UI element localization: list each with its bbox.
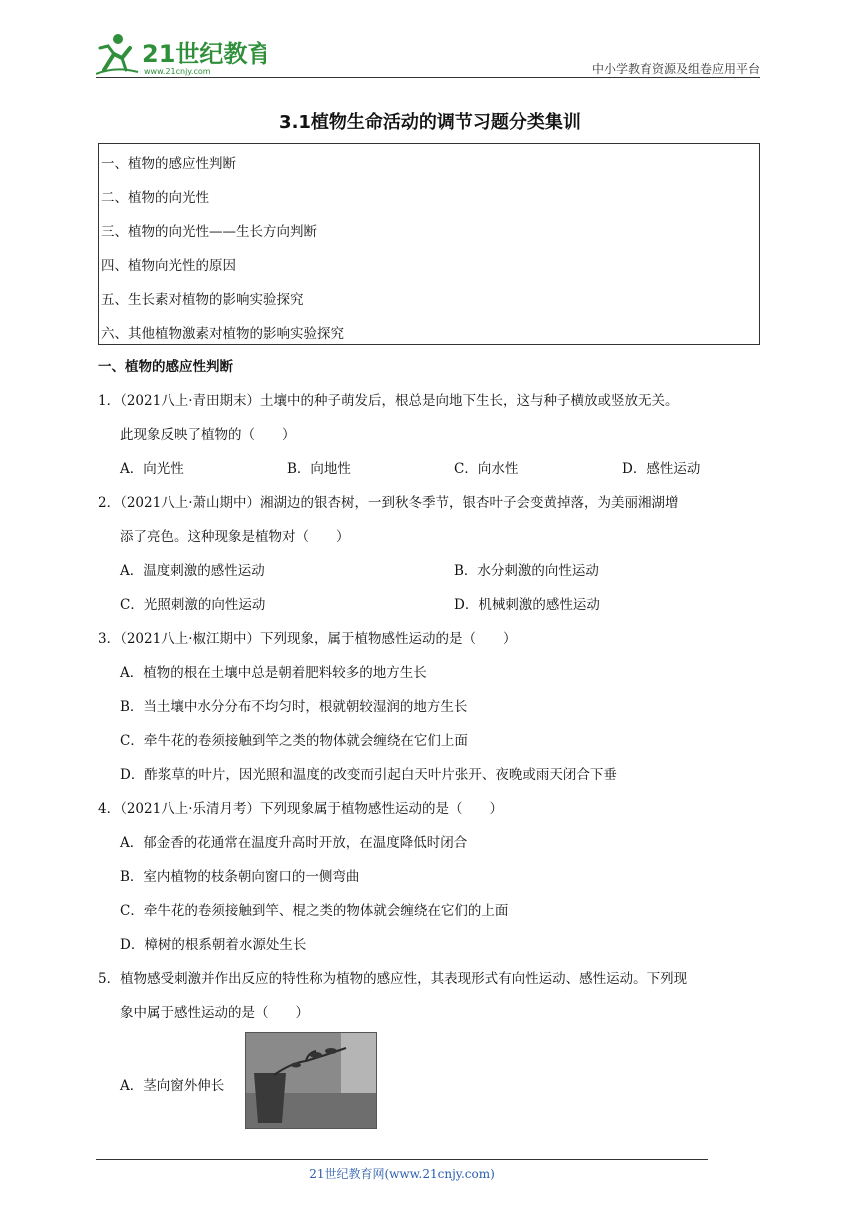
option: D．酢浆草的叶片，因光照和温度的改变而引起白天叶片张开、夜晚或雨天闭合下垂	[120, 767, 617, 783]
page-title: 3.1植物生命活动的调节习题分类集训	[279, 112, 581, 133]
question-text: 5．植物感受刺激并作出反应的特性称为植物的感应性，其表现形式有向性运动、感性运动。下列现	[98, 971, 688, 987]
option: C．牵牛花的卷须接触到竿、棍之类的物体就会缠绕在它们的上面	[120, 903, 509, 919]
option: D．樟树的根系朝着水源处生长	[120, 937, 307, 953]
toc-box	[98, 143, 760, 345]
option: B．向地性	[287, 461, 351, 477]
toc-item[interactable]: 四、植物向光性的原因	[101, 258, 236, 274]
question-text: 象中属于感性运动的是（ ）	[120, 1005, 309, 1021]
toc-item[interactable]: 一、植物的感应性判断	[101, 156, 236, 172]
question-text: 4．（2021八上·乐清月考）下列现象属于植物感性运动的是（ ）	[98, 801, 503, 817]
option: B．当土壤中水分分布不均匀时，根就朝较湿润的地方生长	[120, 699, 468, 715]
logo-text: 21世纪教育	[142, 40, 266, 68]
toc-item[interactable]: 六、其他植物激素对植物的影响实验探究	[101, 326, 344, 342]
header-rule	[96, 77, 760, 78]
option: A．温度刺激的感性运动	[120, 563, 265, 579]
question-text: 1．（2021八上·青田期末）土壤中的种子萌发后，根总是向地下生长，这与种子横放或竖放无关。	[98, 393, 679, 409]
toc-item[interactable]: 二、植物的向光性	[101, 190, 209, 206]
option: A．向光性	[120, 461, 184, 477]
question-text: 添了亮色。这种现象是植物对（ ）	[120, 529, 350, 545]
footer-link[interactable]: 21世纪教育网(www.21cnjy.com)	[309, 1167, 495, 1181]
option: A．茎向窗外伸长	[120, 1078, 225, 1094]
plant-by-window-icon	[246, 1033, 376, 1128]
question-text: 3．（2021八上·椒江期中）下列现象，属于植物感性运动的是（ ）	[98, 631, 517, 647]
section-heading: 一、植物的感应性判断	[98, 359, 233, 375]
question-text: 2．（2021八上·萧山期中）湘湖边的银杏树，一到秋冬季节，银杏叶子会变黄掉落，为美丽湘湖增	[98, 495, 679, 511]
site-logo	[96, 30, 266, 78]
plant-photo	[245, 1032, 377, 1129]
logo-url: www.21cnjy.com	[144, 67, 211, 76]
option: B．室内植物的枝条朝向窗口的一侧弯曲	[120, 869, 360, 885]
option: D．机械刺激的感性运动	[454, 597, 600, 613]
option: C．光照刺激的向性运动	[120, 597, 266, 613]
runner-logo-icon	[96, 30, 266, 78]
option: C．向水性	[454, 461, 519, 477]
option: C．牵牛花的卷须接触到竿之类的物体就会缠绕在它们上面	[120, 733, 468, 749]
platform-name: 中小学教育资源及组卷应用平台	[591, 62, 760, 76]
option: A．郁金香的花通常在温度升高时开放，在温度降低时闭合	[120, 835, 468, 851]
option: A．植物的根在土壤中总是朝着肥料较多的地方生长	[120, 665, 427, 681]
question-text: 此现象反映了植物的（ ）	[120, 427, 296, 443]
toc-item[interactable]: 三、植物的向光性——生长方向判断	[101, 224, 317, 240]
option: B．水分刺激的向性运动	[454, 563, 599, 579]
footer-rule	[96, 1159, 708, 1160]
toc-item[interactable]: 五、生长素对植物的影响实验探究	[101, 292, 304, 308]
option: D．感性运动	[622, 461, 701, 477]
